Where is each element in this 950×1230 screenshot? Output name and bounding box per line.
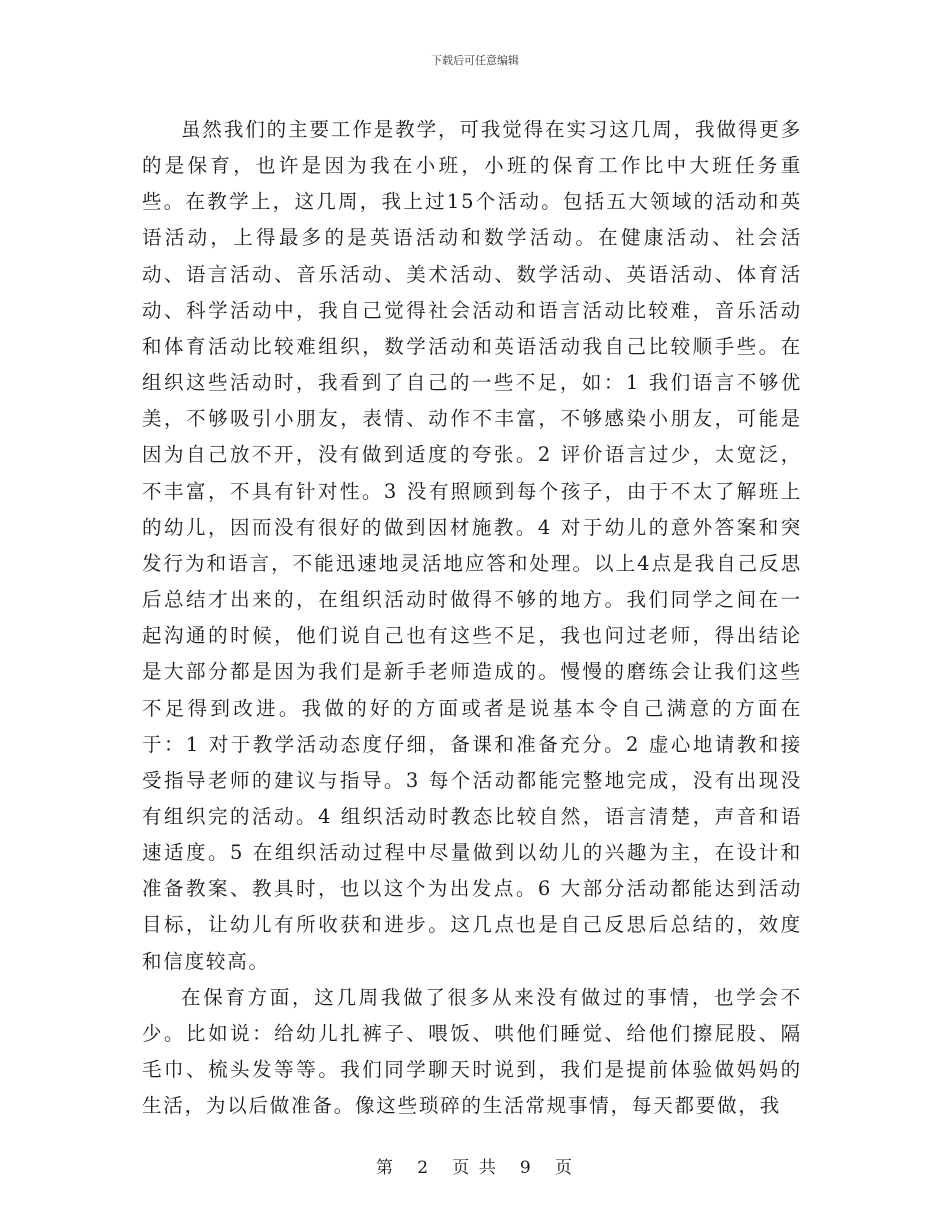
page-header: 下载后可任意编辑 [431, 54, 519, 67]
current-page-number: 2 [417, 1158, 431, 1178]
page-label-mid: 页 共 [452, 1158, 498, 1178]
page-label-suffix: 页 [554, 1158, 574, 1178]
paragraph-teaching: 虽然我们的主要工作是教学，可我觉得在实习这几周，我做得更多的是保育，也许是因为我在小班，小班的保育工作比中大班任务重些。在教学上，这几周，我上过15个活动。包括五大领域的活动和英语活动，上得最多的是英语活动和数学活动。在健康活动、社会活动、语言活动、音乐活动、美术活动、数学活动、英语活动、体育活动、科学活动中，我自己觉得社会活动和语言活动比较难，音乐活动和体育活动比较难组织，数学活动和英语活动我自己比较顺手些。在组织这些活动时，我看到了自己的一些不足，如：1 我们语言不够优美，不够吸引小朋友，表情、动作不丰富，不够感染小朋友，可能是因为自己放不开，没有做到适度的夸张。2 评价语言过少，太宽泛，不丰富，不具有针对性。3 没有照顾到每个孩子，由于不太了解班上的幼儿，因而没有很好的做到因材施教。4 对于幼儿的意外答案和突发行为和语言，不能迅速地灵活地应答和处理。以上4点是我自己反思后总结才出来的，在组织活动时做得不够的地方。我们同学之间在一起沟通的时候，他们说自己也有这些不足，我也问过老师，得出结论是大部分都是因为我们是新手老师造成的。慢慢的磨练会让我们这些不足得到改进。我做的好的方面或者是说基本令自己满意的方面在于：1 对于教学活动态度仔细，备课和准备充分。2 虚心地请教和接受指导老师的建议与指导。3 每个活动都能完整地完成，没有出现没有组织完的活动。4 组织活动时教态比较自然，语言清楚，声音和语速适度。5 在组织活动过程中尽量做到以幼儿的兴趣为主，在设计和准备教案、教具时，也以这个为出发点。6 大部分活动都能达到活动目标，让幼儿有所收获和进步。这几点也是自己反思后总结的，效度和信度较高。 [142, 118, 802, 973]
page-footer [0, 1153, 950, 1178]
document-body [142, 112, 802, 1124]
paragraph-care: 在保育方面，这几周我做了很多从来没有做过的事情，也学会不少。比如说：给幼儿扎裤子、喂饭、哄他们睡觉、给他们擦屁股、隔毛巾、梳头发等等。我们同学聊天时说到，我们是提前体验做妈妈的生活，为以后做准备。像这些琐碎的生活常规事情，每天都要做，我 [142, 985, 802, 1118]
page-label-prefix: 第 [376, 1158, 396, 1178]
total-page-number: 9 [519, 1158, 533, 1178]
